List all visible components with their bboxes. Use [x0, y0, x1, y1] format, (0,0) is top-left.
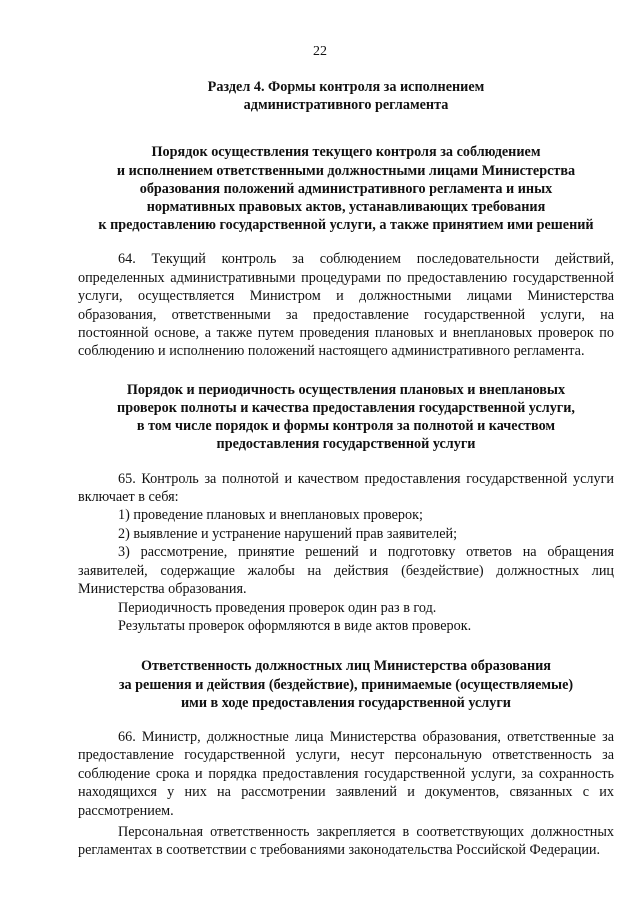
section-title: [78, 78, 614, 114]
subsection-2-title-line: Порядок и периодичность осуществления плановых и внеплановых: [126, 381, 566, 398]
document-content: [78, 78, 614, 860]
subsection-1-title-line: и исполнением ответственными должностными лицами Министерства: [116, 162, 576, 179]
subsection-3-title-line: Ответственность должностных лиц Министерства образования: [141, 658, 551, 675]
subsection-2-title: [78, 381, 614, 454]
list-item: 1) проведение плановых и внеплановых проверок;: [118, 507, 423, 524]
paragraph-64: 64. Текущий контроль за соблюдением последовательности действий, определенных административными процедурами по предоставлению государственной услуги, осуществляется Министром и должностными лицами Министерства образования, ответственными за предоставление государственной услуги, на постоянной основе, а также путем проведения плановых и внеплановых проверок по соблюдению и исполнению положений настоящего административного регламента.: [78, 251, 614, 360]
list-item: 2) выявление и устранение нарушений прав заявителей;: [118, 525, 458, 542]
subsection-3-title: [78, 657, 614, 712]
results-text: Результаты проверок оформляются в виде актов проверок.: [118, 617, 472, 634]
section-title-line: административного регламента: [243, 97, 449, 114]
subsection-3-title-line: ими в ходе предоставления государственной услуги: [181, 694, 511, 711]
section-title-line: Раздел 4. Формы контроля за исполнением: [207, 79, 485, 95]
subsection-2-title-line: проверок полноты и качества предоставления государственной услуги,: [117, 400, 575, 417]
subsection-1-title-line: образования положений административного регламента и иных: [139, 180, 553, 197]
subsection-2-title-line: предоставления государственной услуги: [216, 436, 476, 453]
subsection-2-title-line: в том числе порядок и формы контроля за полнотой и качеством: [136, 418, 556, 435]
paragraph-66: 66. Министр, должностные лица Министерства образования, ответственные за предоставление государственной услуги, несут персональную ответственность за соблюдение срока и порядка предоставления государственной услуги, за сохранность находящихся у них на рассмотрении заявлений и документов, связанных с их рассмотрением.: [78, 728, 614, 819]
personal-responsibility-text: Персональная ответственность закрепляется в соответствующих должностных регламентах в соответствии с требованиями законодательства Российской Федерации.: [78, 823, 614, 859]
periodicity-text: Периодичность проведения проверок один раз в год.: [118, 599, 437, 616]
subsection-1-title-line: нормативных правовых актов, устанавливающих требования: [146, 199, 546, 216]
subsection-1-title-line: Порядок осуществления текущего контроля за соблюдением: [151, 144, 541, 161]
page-number: 22: [313, 44, 327, 59]
list-item: 3) рассмотрение, принятие решений и подготовку ответов на обращения заявителей, содержащие жалобы на действия (бездействие) должностных лиц Министерства образования.: [78, 544, 614, 598]
subsection-1-title-line: к предоставлению государственной услуги, а также принятием ими решений: [98, 217, 594, 234]
subsection-1-title: [78, 143, 614, 234]
paragraph-65-intro: 65. Контроль за полнотой и качеством предоставления государственной услуги включает в себя:: [78, 470, 614, 506]
subsection-3-title-line: за решения и действия (бездействие), принимаемые (осуществляемые): [118, 676, 574, 693]
